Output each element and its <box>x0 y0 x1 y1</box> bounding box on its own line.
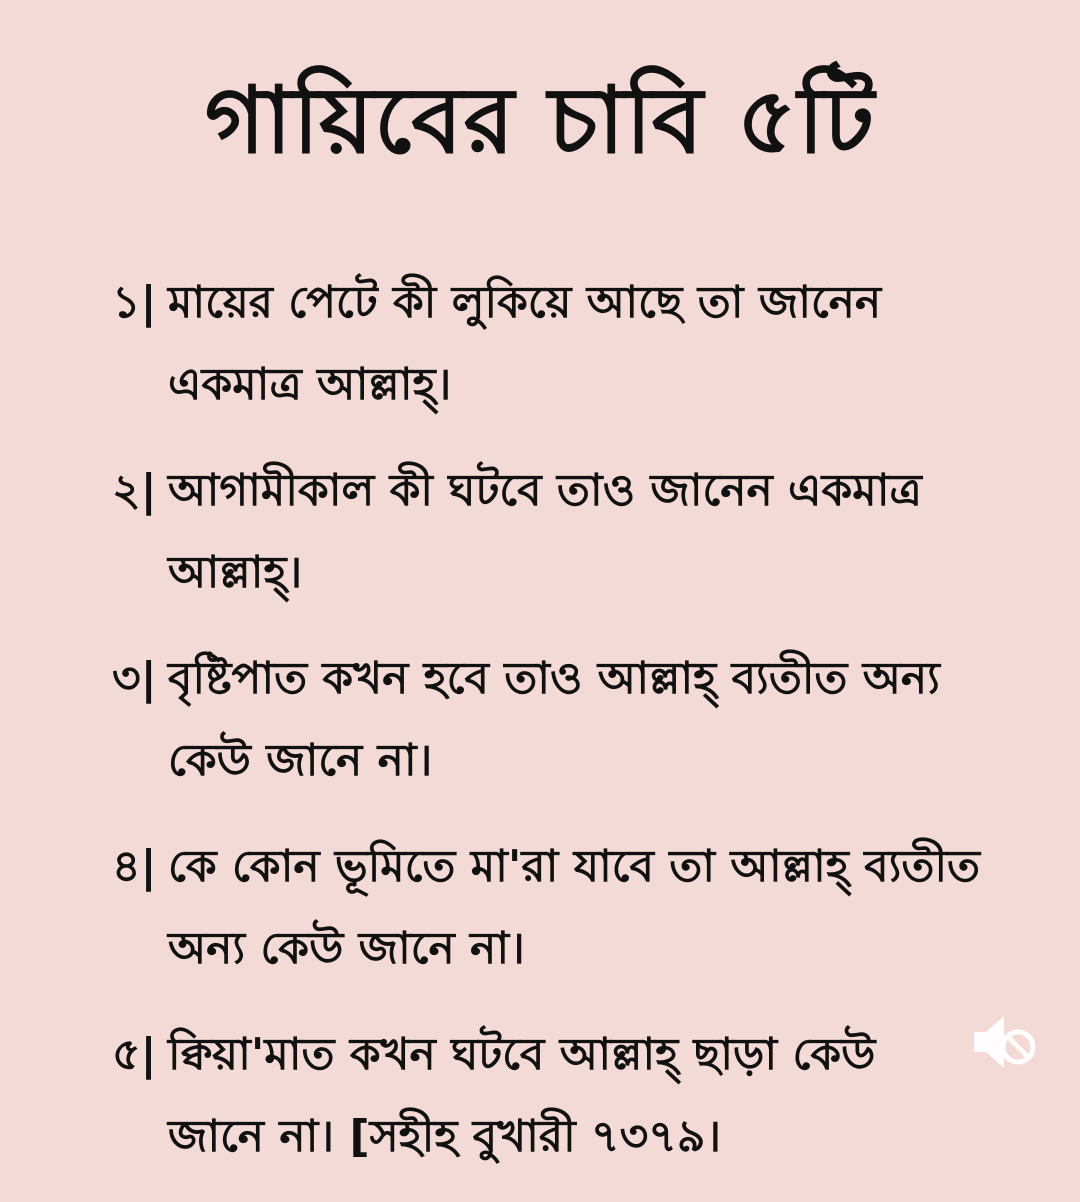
list-item-text: কে কোন ভূমিতে মা'রা যাবে তা আল্লাহ্ ব্যতীত অন্য কেউ জানে না। <box>168 841 981 974</box>
list-item-number: ৪| <box>112 841 157 892</box>
list-item-number: ৫| <box>112 1029 157 1080</box>
list-item <box>112 826 1042 990</box>
mute-button[interactable] <box>966 1004 1042 1080</box>
list-item <box>112 262 1042 426</box>
list-item-number: ২| <box>112 465 157 516</box>
page-title: গায়িবের চাবি ৫টি <box>204 67 876 174</box>
keys-list <box>112 262 1042 1202</box>
list-item-text: মায়ের পেটে কী লুকিয়ে আছে তা জানেন একমাত্র আল্লাহ্। <box>168 277 882 410</box>
list-item <box>112 638 1042 802</box>
list-item-number: ১| <box>112 277 157 328</box>
muted-speaker-icon <box>966 1004 1042 1080</box>
list-item-text: বৃষ্টিপাত কখন হবে তাও আল্লাহ্ ব্যতীত অন্য কেউ জানে না। <box>168 653 940 786</box>
list-item-text: আগামীকাল কী ঘটবে তাও জানেন একমাত্র আল্লাহ্। <box>168 465 922 598</box>
list-item-number: ৩| <box>112 653 157 704</box>
list-item <box>112 1014 1042 1178</box>
list-item <box>112 450 1042 614</box>
list-item-text: ক্বিয়া'মাত কখন ঘটবে আল্লাহ্ ছাড়া কেউ জানে না। [সহীহ বুখারী ৭৩৭৯। <box>168 1029 876 1162</box>
